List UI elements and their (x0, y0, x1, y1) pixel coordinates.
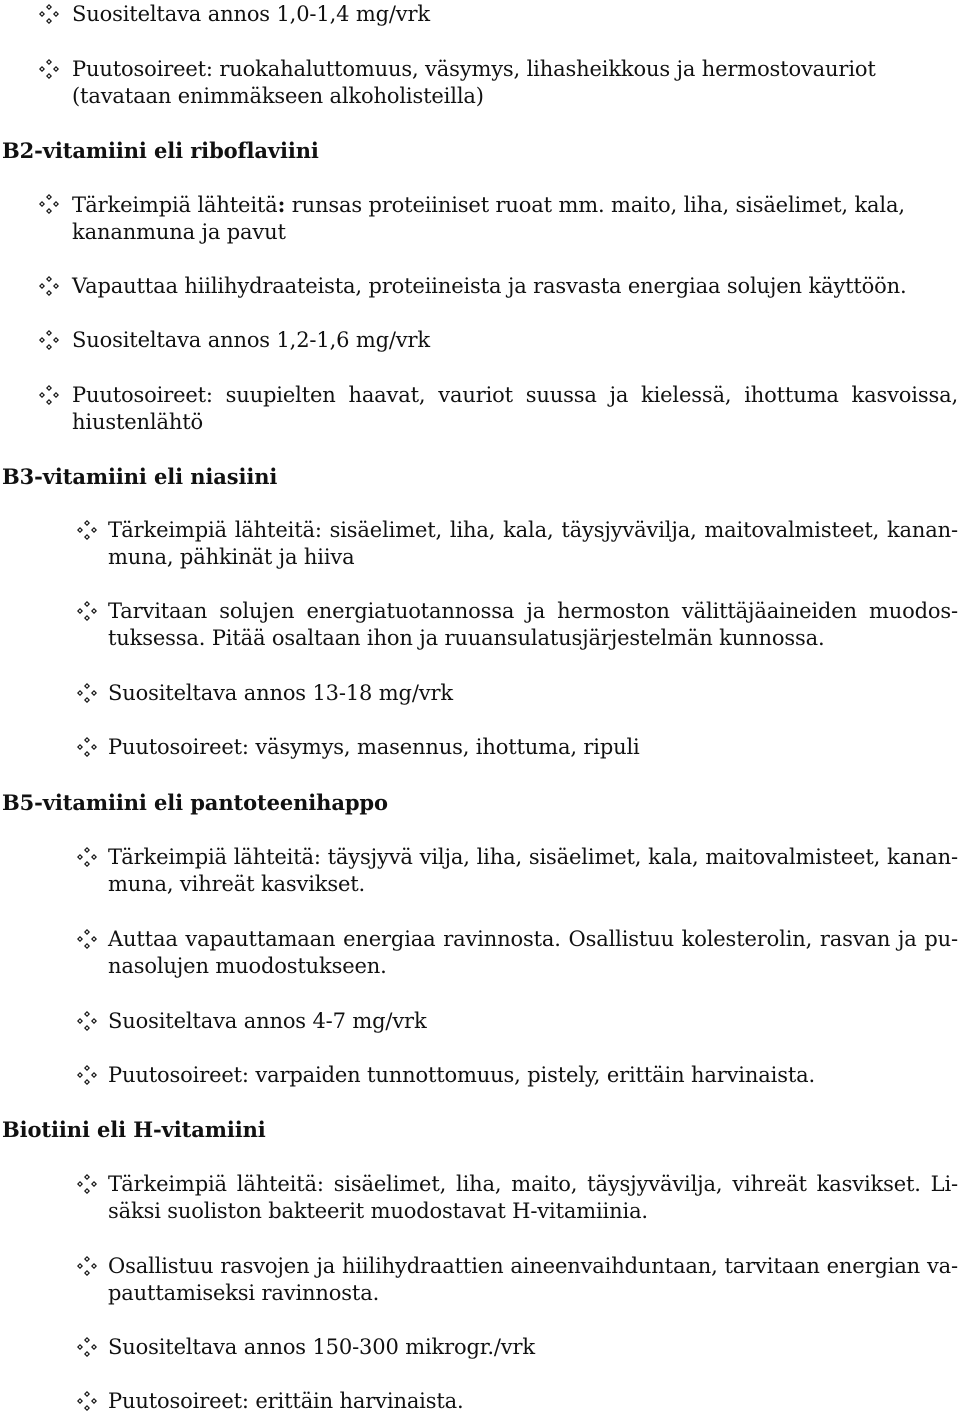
item-text: Tärkeimpiä lähteitä: sisäelimet, liha, maito, täysjyvävilja, vihreät kasvikset. Li-säksi suoliston bakteerit muodostavat H-vitamiinia. (108, 1172, 958, 1223)
four-diamond-bullet-icon (38, 3, 60, 25)
four-diamond-bullet-icon (76, 1336, 98, 1358)
list-item (0, 926, 958, 980)
item-text: Puutosoireet: ruokahaluttomuus, väsymys, lihasheikkous ja hermostovauriot (tavataan enimmäkseen alkoholisteilla) (72, 57, 876, 108)
section-heading: B3-vitamiini eli niasiini (2, 464, 278, 489)
list-item (0, 680, 958, 707)
four-diamond-bullet-icon (76, 519, 98, 541)
item-text: Suositeltava annos 150-300 mikrogr./vrk (108, 1335, 535, 1359)
item-text: Tarvitaan solujen energiatuotannossa ja hermoston välittäjäaineiden muodos-tuksessa. Pitää osaltaan ihon ja ruuansulatusjärjestelmän kunnossa. (108, 599, 958, 650)
section-heading: B5-vitamiini eli pantoteenihappo (2, 790, 388, 815)
section-heading: B2-vitamiini eli riboflaviini (2, 138, 319, 163)
four-diamond-bullet-icon (38, 58, 60, 80)
list-item (0, 382, 958, 436)
item-text: Auttaa vapauttamaan energiaa ravinnosta. Osallistuu kolesterolin, rasvan ja pu-nasolujen muodostukseen. (108, 927, 958, 978)
four-diamond-bullet-icon (76, 736, 98, 758)
list-item (0, 734, 958, 761)
four-diamond-bullet-icon (76, 1390, 98, 1412)
list-item (0, 598, 958, 652)
four-diamond-bullet-icon (76, 846, 98, 868)
four-diamond-bullet-icon (38, 275, 60, 297)
list-item (0, 1171, 958, 1225)
section-heading: Biotiini eli H-vitamiini (2, 1117, 266, 1142)
item-text: Suositeltava annos 1,2-1,6 mg/vrk (72, 328, 430, 352)
four-diamond-bullet-icon (76, 1064, 98, 1086)
list-item (0, 1253, 958, 1307)
item-text: Tärkeimpiä lähteitä: runsas proteiiniset ruoat mm. maito, liha, sisäelimet, kala, kananmuna ja pavut (72, 192, 905, 244)
item-text: Suositeltava annos 1,0-1,4 mg/vrk (72, 2, 430, 26)
item-text: Tärkeimpiä lähteitä: täysjyvä vilja, liha, sisäelimet, kala, maitovalmisteet, kanan-muna, vihreät kasvikset. (108, 845, 958, 896)
list-item (0, 327, 958, 354)
item-text: Osallistuu rasvojen ja hiilihydraattien aineenvaihduntaan, tarvitaan energian va-pauttamiseksi ravinnosta. (108, 1254, 958, 1305)
list-item (0, 517, 958, 571)
list-item (0, 1008, 958, 1035)
item-text: Suositeltava annos 4-7 mg/vrk (108, 1009, 427, 1033)
item-text: Tärkeimpiä lähteitä: sisäelimet, liha, kala, täysjyvävilja, maitovalmisteet, kanan-muna, pähkinät ja hiiva (108, 518, 958, 569)
item-body: runsas proteiiniset ruoat mm. maito, liha, sisäelimet, kala, kananmuna ja pavut (72, 193, 905, 244)
item-text: Puutosoireet: väsymys, masennus, ihottuma, ripuli (108, 735, 640, 759)
list-item (0, 1388, 958, 1415)
four-diamond-bullet-icon (76, 1173, 98, 1195)
item-text: Suositeltava annos 13-18 mg/vrk (108, 681, 453, 705)
four-diamond-bullet-icon (76, 600, 98, 622)
four-diamond-bullet-icon (38, 193, 60, 215)
item-text: Puutosoireet: suupielten haavat, vauriot suussa ja kielessä, ihottuma kasvoissa, hiustenlähtö (72, 383, 958, 434)
list-item (0, 56, 958, 110)
list-item (0, 1062, 958, 1089)
four-diamond-bullet-icon (76, 682, 98, 704)
list-item (0, 844, 958, 898)
list-item (0, 273, 958, 300)
four-diamond-bullet-icon (38, 329, 60, 351)
item-text: Vapauttaa hiilihydraateista, proteiineista ja rasvasta energiaa solujen käyttöön. (72, 274, 907, 298)
item-text: Puutosoireet: varpaiden tunnottomuus, pistely, erittäin harvinaista. (108, 1063, 815, 1087)
four-diamond-bullet-icon (76, 1010, 98, 1032)
list-item (0, 191, 958, 246)
four-diamond-bullet-icon (76, 928, 98, 950)
item-text: Puutosoireet: erittäin harvinaista. (108, 1389, 464, 1413)
list-item (0, 1, 958, 28)
four-diamond-bullet-icon (76, 1255, 98, 1277)
four-diamond-bullet-icon (38, 384, 60, 406)
list-item (0, 1334, 958, 1361)
item-label: Tärkeimpiä lähteitä (72, 193, 278, 217)
